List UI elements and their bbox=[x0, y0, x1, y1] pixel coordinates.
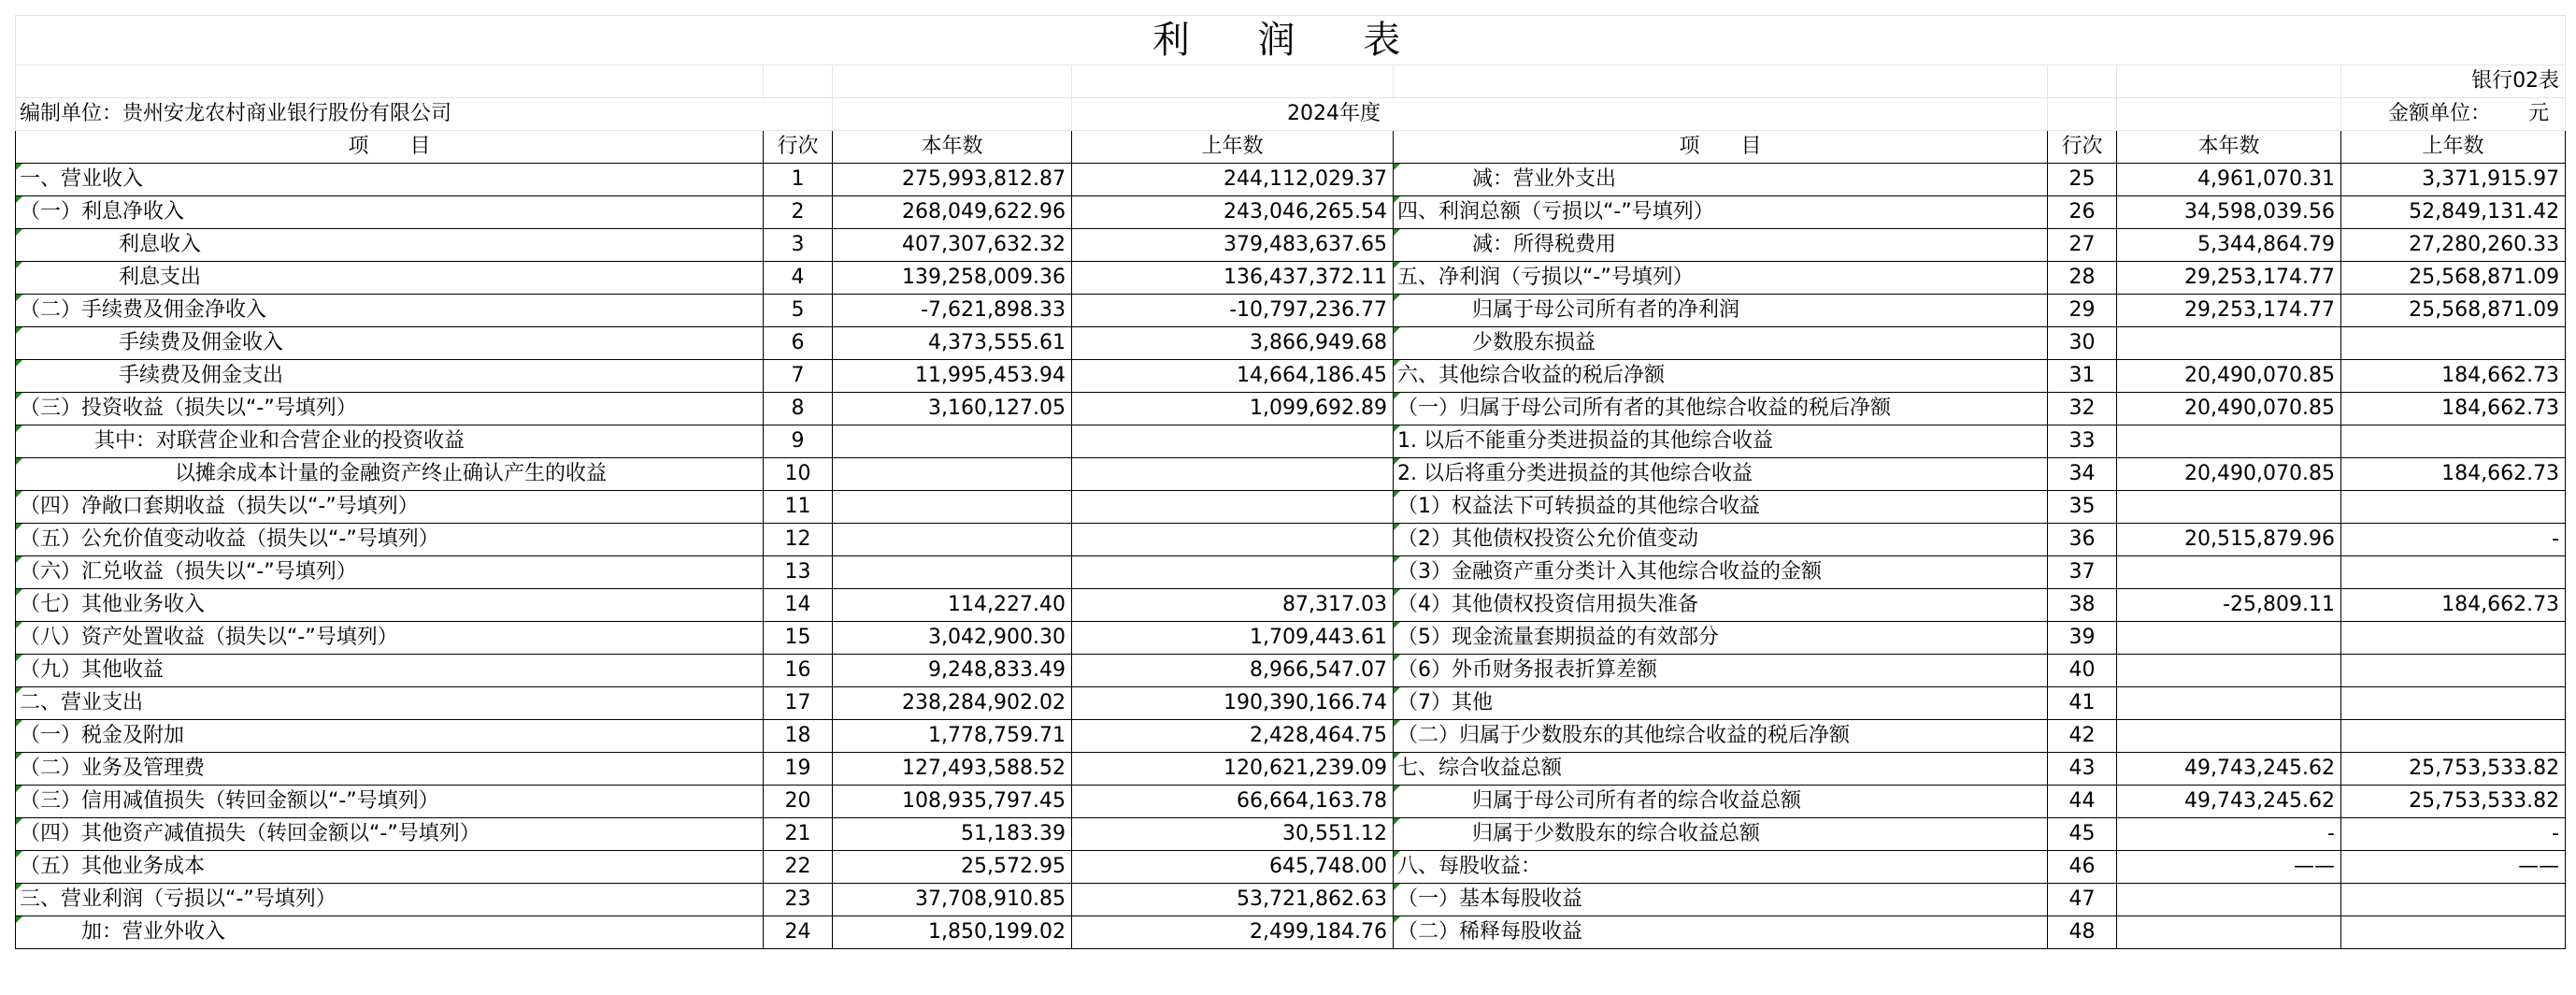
item-name[interactable]: （一）利息净收入 bbox=[16, 196, 764, 229]
table-row bbox=[16, 622, 2566, 655]
prior-year-value[interactable]: 2,428,464.75 bbox=[1072, 720, 1394, 753]
item-name[interactable]: （4）其他债权投资信用损失准备 bbox=[1394, 589, 2048, 622]
current-year-value[interactable]: 37,708,910.85 bbox=[833, 884, 1072, 916]
current-year-value[interactable] bbox=[2117, 687, 2341, 720]
table-row bbox=[16, 916, 2566, 949]
line-number[interactable]: 14 bbox=[764, 589, 833, 622]
prior-year-value[interactable]: 1,099,692.89 bbox=[1072, 393, 1394, 425]
current-year-value[interactable] bbox=[833, 556, 1072, 589]
current-year-value[interactable]: 49,743,245.62 bbox=[2117, 786, 2341, 818]
item-name[interactable]: 2. 以后将重分类进损益的其他综合收益 bbox=[1394, 458, 2048, 491]
current-year-value[interactable] bbox=[833, 425, 1072, 458]
income-statement-sheet bbox=[15, 15, 2565, 949]
line-number[interactable]: 24 bbox=[764, 916, 833, 949]
table-row bbox=[16, 327, 2566, 360]
item-name[interactable]: 归属于少数股东的综合收益总额 bbox=[1394, 818, 2048, 851]
item-name[interactable]: 六、其他综合收益的税后净额 bbox=[1394, 360, 2048, 393]
current-year-value[interactable]: 20,490,070.85 bbox=[2117, 393, 2341, 425]
item-name[interactable]: （六）汇兑收益（损失以“-”号填列） bbox=[16, 556, 764, 589]
line-number[interactable]: 13 bbox=[764, 556, 833, 589]
item-name[interactable]: （二）归属于少数股东的其他综合收益的税后净额 bbox=[1394, 720, 2048, 753]
item-name[interactable]: 少数股东损益 bbox=[1394, 327, 2048, 360]
table-row bbox=[16, 524, 2566, 556]
item-name[interactable]: 五、净利润（亏损以“-”号填列） bbox=[1394, 262, 2048, 295]
prior-year-value[interactable]: 66,664,163.78 bbox=[1072, 786, 1394, 818]
line-number[interactable]: 41 bbox=[2048, 687, 2117, 720]
item-name[interactable]: （一）基本每股收益 bbox=[1394, 884, 2048, 916]
item-name[interactable]: 手续费及佣金支出 bbox=[16, 360, 764, 393]
table-row bbox=[16, 295, 2566, 327]
line-number[interactable]: 25 bbox=[2048, 164, 2117, 196]
item-name[interactable]: 三、营业利润（亏损以“-”号填列） bbox=[16, 884, 764, 916]
line-number[interactable]: 10 bbox=[764, 458, 833, 491]
prior-year-value[interactable]: 120,621,239.09 bbox=[1072, 753, 1394, 786]
prior-year-value[interactable] bbox=[2341, 655, 2566, 687]
prior-year-value[interactable] bbox=[2341, 720, 2566, 753]
table-row bbox=[16, 720, 2566, 753]
current-year-value[interactable]: 238,284,902.02 bbox=[833, 687, 1072, 720]
prior-year-value[interactable] bbox=[1072, 556, 1394, 589]
unit-cell bbox=[2341, 98, 2566, 131]
line-number[interactable]: 19 bbox=[764, 753, 833, 786]
prior-year-value[interactable]: —— bbox=[2341, 851, 2566, 884]
current-year-value[interactable]: 51,183.39 bbox=[833, 818, 1072, 851]
prior-year-value[interactable]: 52,849,131.42 bbox=[2341, 196, 2566, 229]
table-row bbox=[16, 884, 2566, 916]
item-name[interactable]: 八、每股收益： bbox=[1394, 851, 2048, 884]
header-prior-right: 上年数 bbox=[2341, 131, 2566, 164]
current-year-value[interactable]: 29,253,174.77 bbox=[2117, 295, 2341, 327]
line-number[interactable]: 48 bbox=[2048, 916, 2117, 949]
item-name[interactable]: （二）稀释每股收益 bbox=[1394, 916, 2048, 949]
item-name[interactable]: （九）其他收益 bbox=[16, 655, 764, 687]
current-year-value[interactable] bbox=[833, 458, 1072, 491]
current-year-value[interactable]: 4,961,070.31 bbox=[2117, 164, 2341, 196]
current-year-value[interactable] bbox=[2117, 425, 2341, 458]
prior-year-value[interactable] bbox=[2341, 884, 2566, 916]
current-year-value[interactable]: 20,490,070.85 bbox=[2117, 360, 2341, 393]
prior-year-value[interactable] bbox=[1072, 458, 1394, 491]
prior-year-value[interactable]: 25,753,533.82 bbox=[2341, 753, 2566, 786]
current-year-value[interactable]: 20,490,070.85 bbox=[2117, 458, 2341, 491]
line-number[interactable]: 5 bbox=[764, 295, 833, 327]
item-name[interactable]: 1. 以后不能重分类进损益的其他综合收益 bbox=[1394, 425, 2048, 458]
item-name[interactable]: 一、营业收入 bbox=[16, 164, 764, 196]
prior-year-value[interactable]: 243,046,265.54 bbox=[1072, 196, 1394, 229]
item-name[interactable]: 加：营业外收入 bbox=[16, 916, 764, 949]
table-row bbox=[16, 786, 2566, 818]
current-year-value[interactable] bbox=[2117, 556, 2341, 589]
item-name[interactable]: （五）其他业务成本 bbox=[16, 851, 764, 884]
line-number[interactable]: 31 bbox=[2048, 360, 2117, 393]
prior-year-value[interactable]: 244,112,029.37 bbox=[1072, 164, 1394, 196]
item-name[interactable]: （五）公允价值变动收益（损失以“-”号填列） bbox=[16, 524, 764, 556]
table-row bbox=[16, 589, 2566, 622]
line-number[interactable]: 45 bbox=[2048, 818, 2117, 851]
line-number[interactable]: 3 bbox=[764, 229, 833, 262]
current-year-value[interactable]: 1,850,199.02 bbox=[833, 916, 1072, 949]
prior-year-value[interactable] bbox=[2341, 556, 2566, 589]
item-name[interactable]: 二、营业支出 bbox=[16, 687, 764, 720]
prior-year-value[interactable]: 136,437,372.11 bbox=[1072, 262, 1394, 295]
line-number[interactable]: 17 bbox=[764, 687, 833, 720]
line-number[interactable]: 46 bbox=[2048, 851, 2117, 884]
line-number[interactable]: 7 bbox=[764, 360, 833, 393]
page-title: 利 润 表 bbox=[16, 16, 2566, 65]
header-current-left: 本年数 bbox=[833, 131, 1072, 164]
prior-year-value[interactable]: 184,662.73 bbox=[2341, 589, 2566, 622]
item-name[interactable]: （2）其他债权投资公允价值变动 bbox=[1394, 524, 2048, 556]
line-number[interactable]: 40 bbox=[2048, 655, 2117, 687]
prior-year-value[interactable] bbox=[1072, 425, 1394, 458]
current-year-value[interactable]: 25,572.95 bbox=[833, 851, 1072, 884]
current-year-value[interactable]: 3,160,127.05 bbox=[833, 393, 1072, 425]
line-number[interactable]: 15 bbox=[764, 622, 833, 655]
line-number[interactable]: 42 bbox=[2048, 720, 2117, 753]
line-number[interactable]: 39 bbox=[2048, 622, 2117, 655]
company-name: 编制单位：贵州安龙农村商业银行股份有限公司 bbox=[16, 98, 833, 131]
item-name[interactable]: （二）业务及管理费 bbox=[16, 753, 764, 786]
current-year-value[interactable]: 108,935,797.45 bbox=[833, 786, 1072, 818]
prior-year-value[interactable]: 27,280,260.33 bbox=[2341, 229, 2566, 262]
current-year-value[interactable]: 34,598,039.56 bbox=[2117, 196, 2341, 229]
item-name[interactable]: （三）投资收益（损失以“-”号填列） bbox=[16, 393, 764, 425]
table-row bbox=[16, 164, 2566, 196]
line-number[interactable]: 36 bbox=[2048, 524, 2117, 556]
table-row bbox=[16, 851, 2566, 884]
current-year-value[interactable] bbox=[833, 524, 1072, 556]
line-number[interactable]: 43 bbox=[2048, 753, 2117, 786]
line-number[interactable]: 22 bbox=[764, 851, 833, 884]
current-year-value[interactable]: —— bbox=[2117, 851, 2341, 884]
prior-year-value[interactable] bbox=[2341, 916, 2566, 949]
item-name[interactable]: 减：所得税费用 bbox=[1394, 229, 2048, 262]
line-number[interactable]: 9 bbox=[764, 425, 833, 458]
item-name[interactable]: （四）其他资产减值损失（转回金额以“-”号填列） bbox=[16, 818, 764, 851]
prior-year-value[interactable]: 3,371,915.97 bbox=[2341, 164, 2566, 196]
item-name[interactable]: 减：营业外支出 bbox=[1394, 164, 2048, 196]
line-number[interactable]: 30 bbox=[2048, 327, 2117, 360]
table-row bbox=[16, 687, 2566, 720]
prior-year-value[interactable]: 25,568,871.09 bbox=[2341, 262, 2566, 295]
prior-year-value[interactable]: 30,551.12 bbox=[1072, 818, 1394, 851]
current-year-value[interactable] bbox=[2117, 884, 2341, 916]
item-name[interactable]: 归属于母公司所有者的净利润 bbox=[1394, 295, 2048, 327]
current-year-value[interactable]: 1,778,759.71 bbox=[833, 720, 1072, 753]
item-name[interactable]: （一）归属于母公司所有者的其他综合收益的税后净额 bbox=[1394, 393, 2048, 425]
item-name[interactable]: （三）信用减值损失（转回金额以“-”号填列） bbox=[16, 786, 764, 818]
prior-year-value[interactable]: 8,966,547.07 bbox=[1072, 655, 1394, 687]
prior-year-value[interactable]: 184,662.73 bbox=[2341, 458, 2566, 491]
prior-year-value[interactable]: 190,390,166.74 bbox=[1072, 687, 1394, 720]
prior-year-value[interactable]: 3,866,949.68 bbox=[1072, 327, 1394, 360]
prior-year-value[interactable]: 25,753,533.82 bbox=[2341, 786, 2566, 818]
line-number[interactable]: 29 bbox=[2048, 295, 2117, 327]
item-name[interactable]: （一）税金及附加 bbox=[16, 720, 764, 753]
current-year-value[interactable]: 407,307,632.32 bbox=[833, 229, 1072, 262]
form-code: 银行02表 bbox=[2341, 65, 2566, 98]
prior-year-value[interactable] bbox=[2341, 491, 2566, 524]
prior-year-value[interactable]: 184,662.73 bbox=[2341, 393, 2566, 425]
item-name[interactable]: （七）其他业务收入 bbox=[16, 589, 764, 622]
item-name[interactable]: （6）外币财务报表折算差额 bbox=[1394, 655, 2048, 687]
line-number[interactable]: 12 bbox=[764, 524, 833, 556]
header-line-left: 行次 bbox=[764, 131, 833, 164]
current-year-value[interactable]: - bbox=[2117, 818, 2341, 851]
current-year-value[interactable]: 275,993,812.87 bbox=[833, 164, 1072, 196]
item-name[interactable]: 归属于母公司所有者的综合收益总额 bbox=[1394, 786, 2048, 818]
current-year-value[interactable]: 139,258,009.36 bbox=[833, 262, 1072, 295]
item-name[interactable]: （7）其他 bbox=[1394, 687, 2048, 720]
table-row bbox=[16, 491, 2566, 524]
item-name[interactable]: 四、利润总额（亏损以“-”号填列） bbox=[1394, 196, 2048, 229]
line-number[interactable]: 21 bbox=[764, 818, 833, 851]
line-number[interactable]: 2 bbox=[764, 196, 833, 229]
prior-year-value[interactable]: 2,499,184.76 bbox=[1072, 916, 1394, 949]
current-year-value[interactable]: 9,248,833.49 bbox=[833, 655, 1072, 687]
line-number[interactable]: 23 bbox=[764, 884, 833, 916]
prior-year-value[interactable]: -10,797,236.77 bbox=[1072, 295, 1394, 327]
line-number[interactable]: 27 bbox=[2048, 229, 2117, 262]
line-number[interactable]: 47 bbox=[2048, 884, 2117, 916]
prior-year-value[interactable] bbox=[2341, 622, 2566, 655]
item-name[interactable]: （二）手续费及佣金净收入 bbox=[16, 295, 764, 327]
line-number[interactable]: 33 bbox=[2048, 425, 2117, 458]
item-name[interactable]: （3）金融资产重分类计入其他综合收益的金额 bbox=[1394, 556, 2048, 589]
table-row bbox=[16, 360, 2566, 393]
line-number[interactable]: 26 bbox=[2048, 196, 2117, 229]
item-name[interactable]: （5）现金流量套期损益的有效部分 bbox=[1394, 622, 2048, 655]
prior-year-value[interactable] bbox=[1072, 524, 1394, 556]
prior-year-value[interactable] bbox=[2341, 425, 2566, 458]
line-number[interactable]: 8 bbox=[764, 393, 833, 425]
unit-value: 元 bbox=[2528, 102, 2550, 125]
line-number[interactable]: 37 bbox=[2048, 556, 2117, 589]
prior-year-value[interactable] bbox=[2341, 327, 2566, 360]
current-year-value[interactable]: 29,253,174.77 bbox=[2117, 262, 2341, 295]
current-year-value[interactable]: 3,042,900.30 bbox=[833, 622, 1072, 655]
prior-year-value[interactable]: 14,664,186.45 bbox=[1072, 360, 1394, 393]
prior-year-value[interactable] bbox=[2341, 687, 2566, 720]
table-row bbox=[16, 196, 2566, 229]
table-row bbox=[16, 262, 2566, 295]
table-row bbox=[16, 556, 2566, 589]
line-number[interactable]: 38 bbox=[2048, 589, 2117, 622]
current-year-value[interactable] bbox=[2117, 491, 2341, 524]
header-prior-left: 上年数 bbox=[1072, 131, 1394, 164]
prior-year-value[interactable]: 645,748.00 bbox=[1072, 851, 1394, 884]
current-year-value[interactable]: 5,344,864.79 bbox=[2117, 229, 2341, 262]
line-number[interactable]: 18 bbox=[764, 720, 833, 753]
item-name[interactable]: （八）资产处置收益（损失以“-”号填列） bbox=[16, 622, 764, 655]
prior-year-value[interactable]: - bbox=[2341, 818, 2566, 851]
line-number[interactable]: 11 bbox=[764, 491, 833, 524]
line-number[interactable]: 4 bbox=[764, 262, 833, 295]
current-year-value[interactable]: 268,049,622.96 bbox=[833, 196, 1072, 229]
item-name[interactable]: 手续费及佣金收入 bbox=[16, 327, 764, 360]
prior-year-value[interactable]: 184,662.73 bbox=[2341, 360, 2566, 393]
current-year-value[interactable]: -25,809.11 bbox=[2117, 589, 2341, 622]
current-year-value[interactable] bbox=[2117, 622, 2341, 655]
table-row bbox=[16, 425, 2566, 458]
prior-year-value[interactable]: 25,568,871.09 bbox=[2341, 295, 2566, 327]
income-statement-table bbox=[15, 15, 2566, 949]
current-year-value[interactable]: -7,621,898.33 bbox=[833, 295, 1072, 327]
line-number[interactable]: 20 bbox=[764, 786, 833, 818]
current-year-value[interactable]: 4,373,555.61 bbox=[833, 327, 1072, 360]
prior-year-value[interactable] bbox=[1072, 491, 1394, 524]
current-year-value[interactable] bbox=[2117, 916, 2341, 949]
header-current-right: 本年数 bbox=[2117, 131, 2341, 164]
current-year-value[interactable] bbox=[2117, 327, 2341, 360]
table-row bbox=[16, 393, 2566, 425]
current-year-value[interactable]: 49,743,245.62 bbox=[2117, 753, 2341, 786]
header-item-left: 项 目 bbox=[16, 131, 764, 164]
line-number[interactable]: 28 bbox=[2048, 262, 2117, 295]
current-year-value[interactable]: 127,493,588.52 bbox=[833, 753, 1072, 786]
line-number[interactable]: 44 bbox=[2048, 786, 2117, 818]
prior-year-value[interactable]: 53,721,862.63 bbox=[1072, 884, 1394, 916]
current-year-value[interactable]: 20,515,879.96 bbox=[2117, 524, 2341, 556]
header-line-right: 行次 bbox=[2048, 131, 2117, 164]
line-number[interactable]: 6 bbox=[764, 327, 833, 360]
prior-year-value[interactable]: 87,317.03 bbox=[1072, 589, 1394, 622]
header-item-right: 项 目 bbox=[1394, 131, 2048, 164]
prior-year-value[interactable]: 379,483,637.65 bbox=[1072, 229, 1394, 262]
table-row bbox=[16, 818, 2566, 851]
item-name[interactable]: 以摊余成本计量的金融资产终止确认产生的收益 bbox=[16, 458, 764, 491]
current-year-value[interactable] bbox=[2117, 720, 2341, 753]
current-year-value[interactable] bbox=[2117, 655, 2341, 687]
current-year-value[interactable]: 114,227.40 bbox=[833, 589, 1072, 622]
item-name[interactable]: 利息支出 bbox=[16, 262, 764, 295]
item-name[interactable]: （1）权益法下可转损益的其他综合收益 bbox=[1394, 491, 2048, 524]
line-number[interactable]: 32 bbox=[2048, 393, 2117, 425]
report-period: 2024年度 bbox=[1072, 98, 2048, 131]
item-name[interactable]: 其中：对联营企业和合营企业的投资收益 bbox=[16, 425, 764, 458]
line-number[interactable]: 1 bbox=[764, 164, 833, 196]
current-year-value[interactable]: 11,995,453.94 bbox=[833, 360, 1072, 393]
table-row bbox=[16, 753, 2566, 786]
table-row bbox=[16, 458, 2566, 491]
prior-year-value[interactable]: 1,709,443.61 bbox=[1072, 622, 1394, 655]
current-year-value[interactable] bbox=[833, 491, 1072, 524]
item-name[interactable]: 利息收入 bbox=[16, 229, 764, 262]
unit-label: 金额单位： bbox=[2388, 102, 2492, 125]
item-name[interactable]: （四）净敞口套期收益（损失以“-”号填列） bbox=[16, 491, 764, 524]
line-number[interactable]: 34 bbox=[2048, 458, 2117, 491]
line-number[interactable]: 16 bbox=[764, 655, 833, 687]
item-name[interactable]: 七、综合收益总额 bbox=[1394, 753, 2048, 786]
line-number[interactable]: 35 bbox=[2048, 491, 2117, 524]
table-row bbox=[16, 655, 2566, 687]
table-row bbox=[16, 229, 2566, 262]
prior-year-value[interactable]: - bbox=[2341, 524, 2566, 556]
